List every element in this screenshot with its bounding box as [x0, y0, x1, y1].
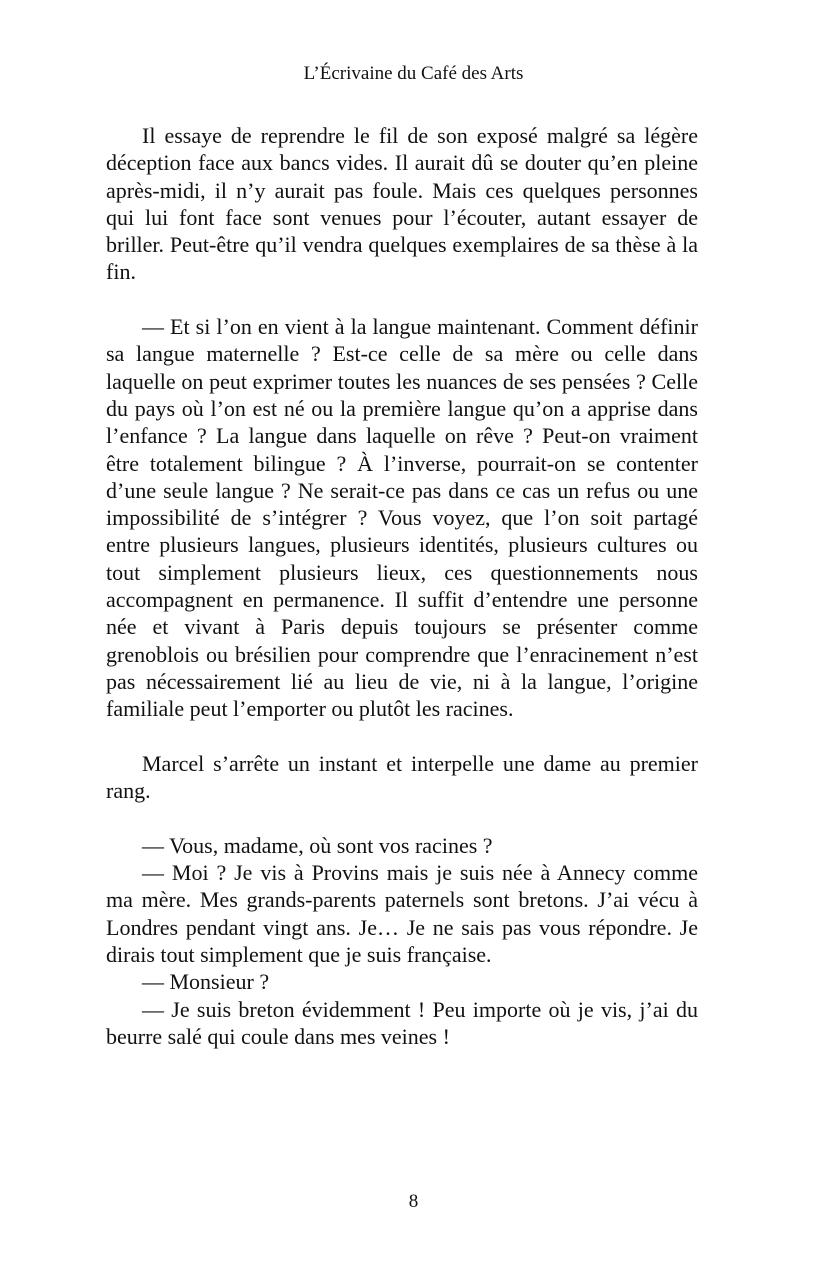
paragraph-spacer — [106, 286, 698, 313]
paragraph-spacer — [106, 804, 698, 831]
dialogue-paragraph: — Et si l’on en vient à la langue maintenant. Comment définir sa langue maternelle ? Est-ce celle de sa mère ou celle dans laquelle on peut exprimer toutes les nuances de ses pensées ? Celle du pays où l’on est né ou la première langue qu’on a apprise dans l’enfance ? La langue dans laquelle on rêve ? Peut-on vraiment être totalement bilingue ? À l’inverse, pourrait-on se contenter d’une seule langue ? Ne serait-ce pas dans ce cas un refus ou une impossibilité de s’intégrer ? Vous voyez, que l’on soit partagé entre plusieurs langues, plusieurs identités, plusieurs cultures ou tout simplement plusieurs lieux, ces questionnements nous accompagnent en permanence. Il suffit d’entendre une personne née et vivant à Paris depuis toujours se présenter comme grenoblois ou brésilien pour comprendre que l’enracinement n’est pas nécessairement lié au lieu de vie, ni à la langue, l’origine familiale peut l’emporter ou plutôt les racines. — [106, 314, 698, 722]
body-text — [106, 122, 698, 1050]
dialogue-line: — Moi ? Je vis à Provins mais je suis née à Annecy comme ma mère. Mes grands-parents paternels sont bretons. J’ai vécu à Londres pendant vingt ans. Je… Je ne sais pas vous répondre. Je dirais tout simplement que je suis française. — [106, 860, 698, 967]
dialogue-line: — Je suis breton évidemment ! Peu importe où je vis, j’ai du beurre salé qui coule dans mes veines ! — [106, 996, 698, 1049]
running-header-title: L’Écrivaine du Café des Arts — [303, 63, 524, 84]
dialogue-line: — Monsieur ? — [142, 969, 270, 995]
paragraph-spacer — [106, 723, 698, 750]
paragraph: Il essaye de reprendre le fil de son exposé malgré sa légère déception face aux bancs vides. Il aurait dû se douter qu’en pleine après-midi, il n’y aurait pas foule. Mais ces quelques personnes qui lui font face sont venues pour l’écouter, autant essayer de briller. Peut-être qu’il vendra quelques exemplaires de sa thèse à la fin. — [106, 123, 698, 285]
dialogue-line: — Vous, madame, où sont vos racines ? — [142, 832, 493, 858]
page-number: 8 — [408, 1191, 419, 1212]
paragraph: Marcel s’arrête un instant et interpelle une dame au premier rang. — [106, 750, 698, 804]
